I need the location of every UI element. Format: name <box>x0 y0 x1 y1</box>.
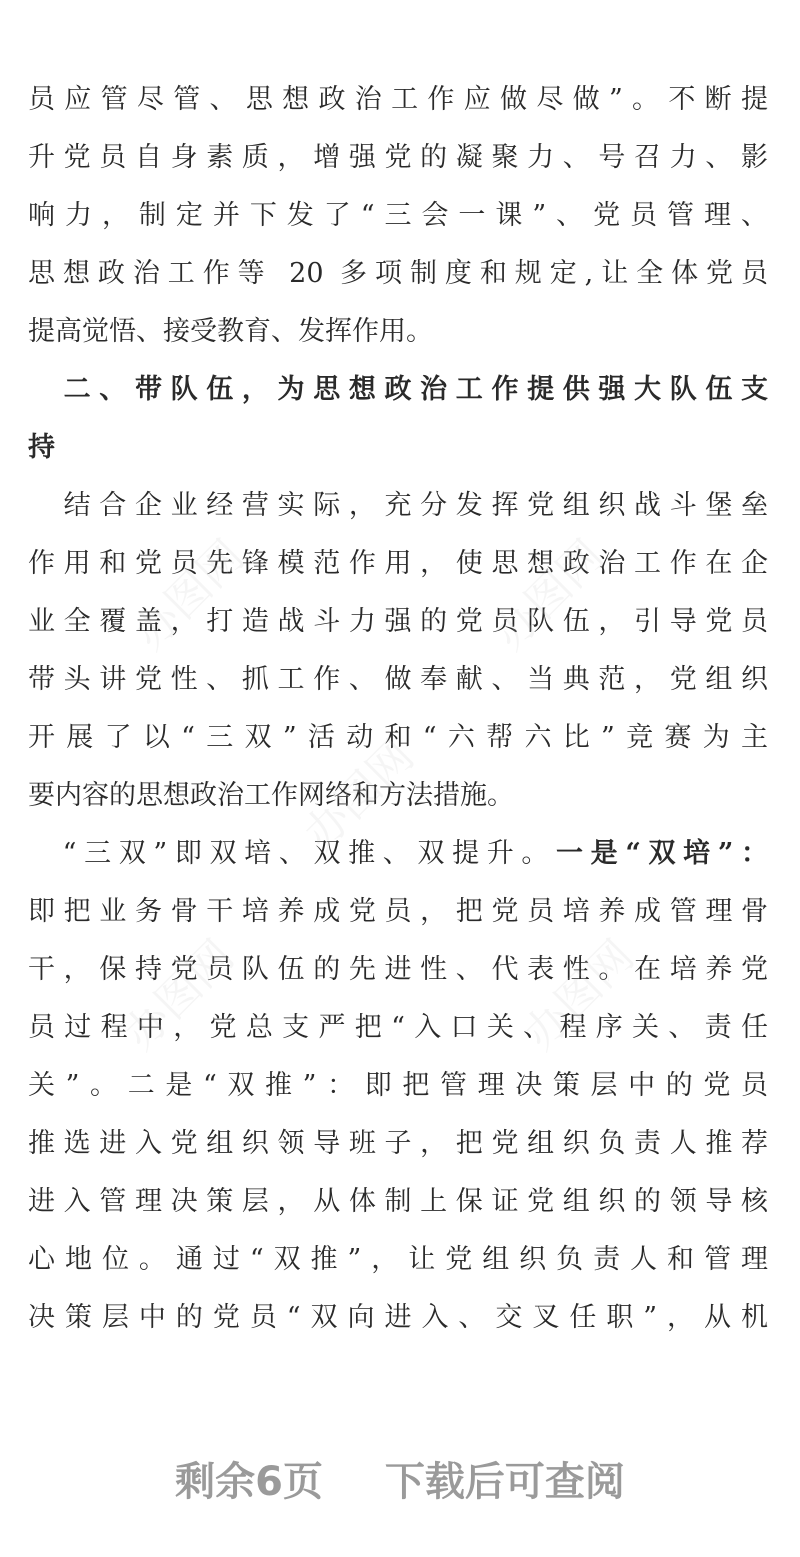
text-line: 提高觉悟、接受教育、发挥作用。 <box>28 316 433 347</box>
text-line: 作用和党员先锋模范作用，使思想政治工作在企 <box>28 548 768 579</box>
text-line: 业全覆盖，打造战斗力强的党员队伍，引导党员 <box>28 606 768 637</box>
watermark: 办图网 <box>294 730 424 860</box>
watermark: 办图网 <box>124 530 254 660</box>
text-line: 员过程中，党总支严把“入口关、程序关、责任 <box>28 1012 768 1043</box>
text-line: 带头讲党性、抓工作、做奉献、当典范，党组织 <box>28 664 768 695</box>
text-line: 开展了以“三双”活动和“六帮六比”竞赛为主 <box>28 722 768 753</box>
text-line: 干，保持党员队伍的先进性、代表性。在培养党 <box>28 954 768 985</box>
download-prompt[interactable] <box>0 1450 800 1507</box>
watermark: 办图网 <box>484 530 614 660</box>
text-line: 关”。二是“双推”：即把管理决策层中的党员 <box>28 1070 768 1101</box>
text-line: “三双”即双培、双推、双提升。一是“双培”： <box>28 838 768 869</box>
text-line: 推选进入党组织领导班子，把党组织负责人推荐 <box>28 1128 768 1159</box>
text-line: 决策层中的党员“双向进入、交叉任职”，从机 <box>28 1302 768 1333</box>
text-line: 升党员自身素质，增强党的凝聚力、号召力、影 <box>28 142 768 173</box>
text-line: 结合企业经营实际，充分发挥党组织战斗堡垒 <box>28 490 768 521</box>
text-line: 心地位。通过“双推”，让党组织负责人和管理 <box>28 1244 768 1275</box>
text-line: 二、带队伍，为思想政治工作提供强大队伍支 <box>28 374 768 405</box>
watermark: 办图网 <box>514 930 644 1060</box>
download-to-view-label[interactable]: 下载后可查阅 <box>384 1459 625 1505</box>
remaining-pages-label: 剩余6页 <box>175 1459 323 1505</box>
text-line: 员应管尽管、思想政治工作应做尽做”。不断提 <box>28 84 768 115</box>
text-line: 持 <box>28 432 55 463</box>
text-line: 即把业务骨干培养成党员，把党员培养成管理骨 <box>28 896 768 927</box>
text-line: 响力，制定并下发了“三会一课”、党员管理、 <box>28 200 768 231</box>
text-line: 要内容的思想政治工作网络和方法措施。 <box>28 780 514 811</box>
text-line: 思想政治工作等 20 多项制度和规定,让全体党员 <box>28 258 768 289</box>
watermark: 办图网 <box>114 930 244 1060</box>
text-line: 进入管理决策层，从体制上保证党组织的领导核 <box>28 1186 768 1217</box>
document-body <box>28 71 768 1347</box>
